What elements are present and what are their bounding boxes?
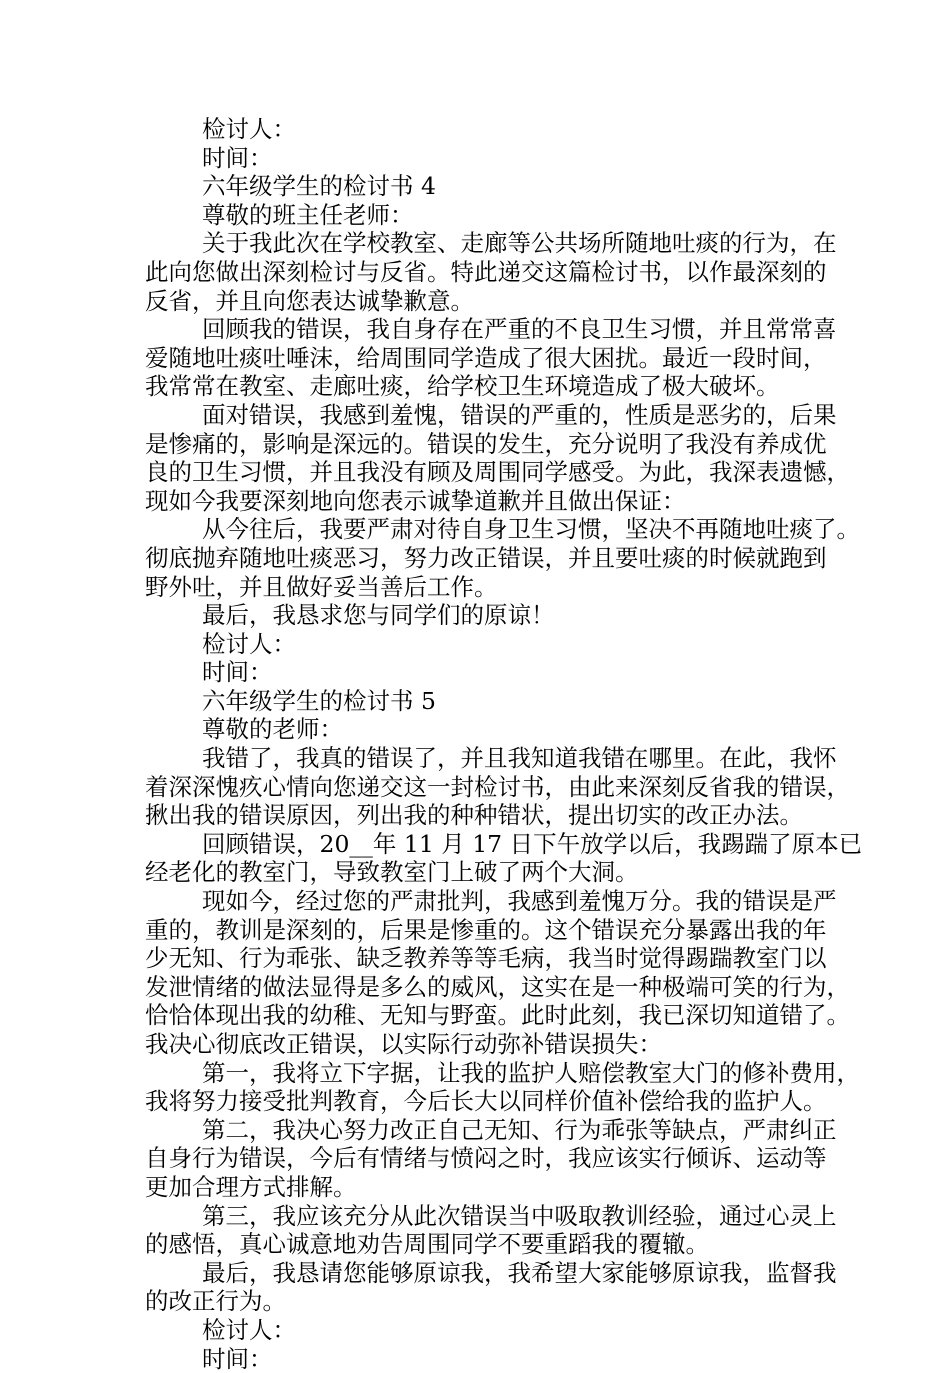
paragraph <box>145 515 860 601</box>
signer-label: 检讨人： <box>202 115 296 143</box>
text-line: 第三，我应该充分从此次错误当中吸取教训经验，通过心灵上 <box>202 1201 837 1230</box>
document-page <box>145 115 863 1373</box>
signer-label: 检讨人： <box>202 629 296 658</box>
text-line: 关于我此次在学校教室、走廊等公共场所随地吐痰的行为，在 <box>202 229 837 258</box>
text-line: 第一，我将立下字据，让我的监护人赔偿教室大门的修补费用， <box>202 1058 860 1087</box>
text-line: 恰恰体现出我的幼稚、无知与野蛮。此时此刻，我已深切知道错了。 <box>145 1001 850 1030</box>
time-label: 时间： <box>202 1344 273 1373</box>
text-line: 我常常在教室、走廊吐痰，给学校卫生环境造成了极大破坏。 <box>145 372 780 401</box>
text-line: 良的卫生习惯，并且我没有顾及周围同学感受。为此，我深表遗憾， <box>145 458 850 487</box>
paragraph <box>145 601 817 630</box>
text-line: 最后，我恳求您与同学们的原谅！ <box>202 601 555 630</box>
text-line: 回顾错误，20__年 11 月 17 日下午放学以后，我踢踹了原本已 <box>202 829 863 858</box>
signer-label: 检讨人： <box>202 1315 296 1344</box>
text-line: 爱随地吐痰吐唾沫，给周围同学造成了很大困扰。最近一段时间， <box>145 343 827 372</box>
text-line: 是惨痛的，影响是深远的。错误的发生，充分说明了我没有养成优 <box>145 429 827 458</box>
text-line: 第二，我决心努力改正自己无知、行为乖张等缺点，严肃纠正 <box>202 1115 837 1144</box>
paragraph <box>145 829 863 887</box>
paragraph <box>145 887 850 1059</box>
text-line: 彻底抛弃随地吐痰恶习，努力改正错误，并且要吐痰的时候就跑到 <box>145 543 827 572</box>
text-line: 自身行为错误，今后有情绪与愤闷之时，我应该实行倾诉、运动等 <box>145 1144 827 1173</box>
text-line: 现如今，经过您的严肃批判，我感到羞愧万分。我的错误是严 <box>202 887 837 916</box>
text-line: 着深深愧疚心情向您递交这一封检讨书，由此来深刻反省我的错误， <box>145 772 850 801</box>
text-line: 我将努力接受批判教育，今后长大以同样价值补偿给我的监护人。 <box>145 1087 827 1116</box>
text-line: 反省，并且向您表达诚挚歉意。 <box>145 286 474 315</box>
text-line: 我错了，我真的错误了，并且我知道我错在哪里。在此，我怀 <box>202 744 837 773</box>
text-line: 从今往后，我要严肃对待自身卫生习惯，坚决不再随地吐痰了。 <box>202 515 860 544</box>
paragraph <box>145 1058 860 1116</box>
paragraph <box>145 400 850 515</box>
text-line: 揪出我的错误原因，列出我的种种错状，提出切实的改正办法。 <box>145 801 803 830</box>
text-line: 发泄情绪的做法显得是多么的威风，这实在是一种极端可笑的行为， <box>145 972 850 1001</box>
time-label: 时间： <box>202 658 273 687</box>
text-line: 最后，我恳请您能够原谅我，我希望大家能够原谅我，监督我 <box>202 1258 837 1287</box>
paragraph <box>145 315 837 401</box>
paragraph <box>145 1258 837 1316</box>
text-line: 重的，教训是深刻的，后果是惨重的。这个错误充分暴露出我的年 <box>145 915 827 944</box>
text-line: 野外吐，并且做好妥当善后工作。 <box>145 572 498 601</box>
time-label: 时间： <box>202 143 273 172</box>
text-line: 经老化的教室门，导致教室门上破了两个大洞。 <box>145 858 639 887</box>
text-line: 回顾我的错误，我自身存在严重的不良卫生习惯，并且常常喜 <box>202 315 837 344</box>
paragraph <box>145 229 837 315</box>
text-line: 此向您做出深刻检讨与反省。特此递交这篇检讨书，以作最深刻的 <box>145 257 827 286</box>
text-line: 的改正行为。 <box>145 1287 286 1316</box>
text-line: 面对错误，我感到羞愧，错误的严重的，性质是恶劣的，后果 <box>202 400 837 429</box>
text-line: 少无知、行为乖张、缺乏教养等等毛病，我当时觉得踢踹教室门以 <box>145 944 827 973</box>
salutation: 尊敬的老师： <box>202 715 343 744</box>
paragraph <box>145 1115 837 1202</box>
text-line: 我决心彻底改正错误，以实际行动弥补错误损失： <box>145 1030 662 1058</box>
text-line: 现如今我要深刻地向您表示诚挚道歉并且做出保证： <box>145 486 686 515</box>
text-line: 更加合理方式排解。 <box>145 1172 357 1201</box>
letter-title: 六年级学生的检讨书 4 <box>202 172 436 201</box>
salutation: 尊敬的班主任老师： <box>202 200 414 229</box>
paragraph <box>145 1201 837 1259</box>
text-line: 的感悟，真心诚意地劝告周围同学不要重蹈我的覆辙。 <box>145 1230 709 1259</box>
letter-title: 六年级学生的检讨书 5 <box>202 686 436 715</box>
paragraph <box>145 744 850 830</box>
